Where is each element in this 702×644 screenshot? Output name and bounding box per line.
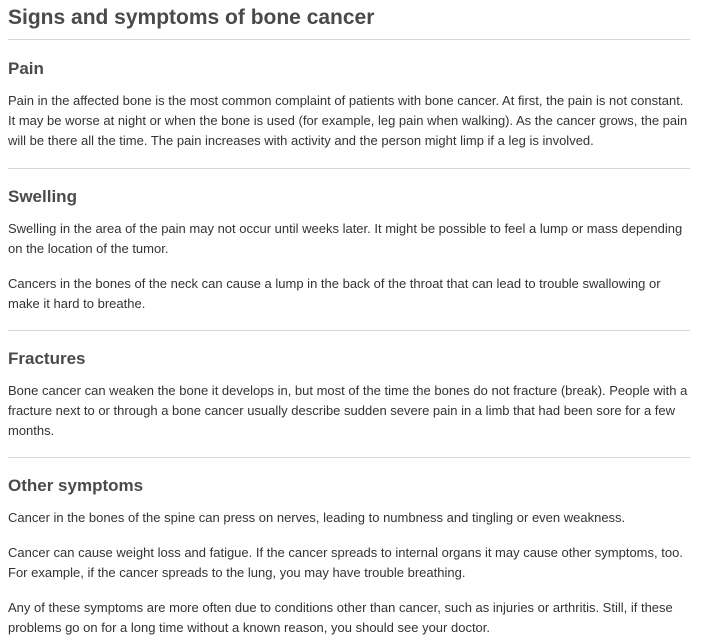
page-title: Signs and symptoms of bone cancer xyxy=(8,0,690,40)
paragraph: Cancers in the bones of the neck can cause a lump in the back of the throat that can lead to trouble swallowing or make it hard to breathe. xyxy=(8,276,661,311)
section-heading-fractures: Fractures xyxy=(8,349,86,368)
section-heading-swelling: Swelling xyxy=(8,187,77,206)
section-heading-other-symptoms: Other symptoms xyxy=(8,476,144,495)
section-fractures xyxy=(8,331,690,458)
paragraph: Cancer can cause weight loss and fatigue. If the cancer spreads to internal organs it may cause other symptoms, too. For example, if the cancer spreads to the lung, you may have trouble breathing. xyxy=(8,545,683,580)
paragraph: Swelling in the area of the pain may not occur until weeks later. It might be possible to feel a lump or mass depending on the location of the tumor. xyxy=(8,221,683,256)
section-heading-pain: Pain xyxy=(8,59,44,78)
section-pain xyxy=(8,40,690,169)
paragraph: Bone cancer can weaken the bone it develops in, but most of the time the bones do not fracture (break). People with a fracture next to or through a bone cancer usually describe sudden severe pain in a limb that had been sore for a few months. xyxy=(8,383,688,438)
section-swelling xyxy=(8,169,690,331)
section-other-symptoms xyxy=(8,458,690,638)
paragraph: Any of these symptoms are more often due to conditions other than cancer, such as injuries or arthritis. Still, if these problems go on for a long time without a known reason, you should see your doctor. xyxy=(8,600,673,635)
paragraph: Cancer in the bones of the spine can press on nerves, leading to numbness and tingling or even weakness. xyxy=(8,510,626,525)
paragraph: Pain in the affected bone is the most common complaint of patients with bone cancer. At first, the pain is not constant. It may be worse at night or when the bone is used (for example, leg pain when walking). As the cancer grows, the pain will be there all the time. The pain increases with activity and the person might limp if a leg is involved. xyxy=(8,93,688,148)
